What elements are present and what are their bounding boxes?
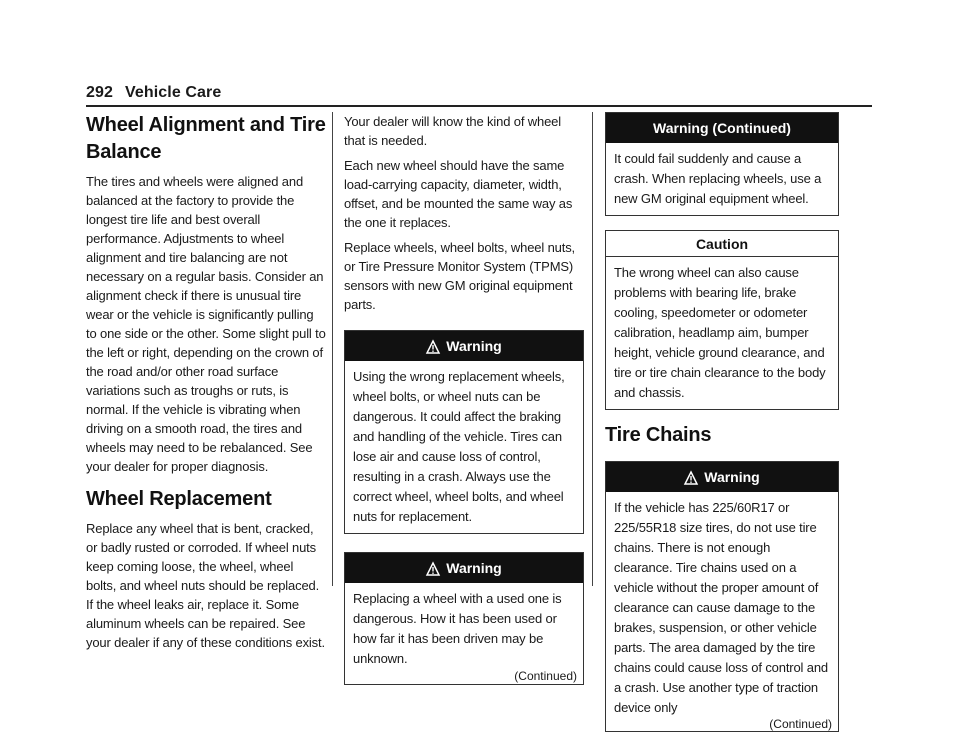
caution-box <box>605 230 839 410</box>
warning-continued-text: It could fail suddenly and cause a crash. When replacing wheels, use a new GM original equipment wheel. <box>614 151 822 206</box>
warning-box-2-title: Warning <box>446 560 502 576</box>
paragraph-gm-parts: Replace wheels, wheel bolts, wheel nuts, or Tire Pressure Monitor System (TPMS) sensors with new GM original equipment parts. <box>344 240 576 312</box>
page-header <box>86 84 221 102</box>
warning-triangle-icon <box>426 334 440 364</box>
paragraph-dealer: Your dealer will know the kind of wheel that is needed. <box>344 114 561 148</box>
warning-box-3 <box>605 461 839 732</box>
warning-box-2-header <box>345 553 583 583</box>
section-title: Vehicle Care <box>125 84 222 101</box>
warning-box-3-title: Warning <box>704 469 760 485</box>
warning-box-1-text: Using the wrong replacement wheels, wheel bolts, or wheel nuts can be dangerous. It could affect the braking and handling of the vehicle. Tires can lose air and cause loss of control, resulting in a crash. Always use the correct wheel, wheel bolts, and wheel nuts for replacement. <box>353 369 565 524</box>
heading-tire-chains: Tire Chains <box>605 424 712 446</box>
page-number: 292 <box>86 84 113 101</box>
paragraph-new-wheel: Each new wheel should have the same load-carrying capacity, diameter, width, offset, and be mounted the same way as the one it replaces. <box>344 158 573 230</box>
column-divider-1 <box>332 112 333 586</box>
warning-box-3-header <box>606 462 838 492</box>
warning-box-2 <box>344 552 584 685</box>
warning-box-1-title: Warning <box>446 338 502 354</box>
column-3 <box>605 112 839 732</box>
warning-continued-box <box>605 112 839 216</box>
column-divider-2 <box>592 112 593 586</box>
warning-box-3-text: If the vehicle has 225/60R17 or 225/55R18 size tires, do not use tire chains. There is not enough clearance. Tire chains used on a vehicle without the proper amount of clearance can cause damage to the brakes, suspension, or other vehicle parts. The area damaged by the tire chains could cause loss of control and a crash. Use another type of traction device only <box>614 500 828 715</box>
heading-wheel-alignment: Wheel Alignment and Tire Balance <box>86 114 326 163</box>
header-rule <box>86 105 872 107</box>
warning-box-1 <box>344 330 584 534</box>
paragraph-replacement: Replace any wheel that is bent, cracked, or badly rusted or corroded. If wheel nuts keep coming loose, the wheel, wheel bolts, and wheel nuts should be replaced. If the wheel leaks air, replace it. Some aluminum wheels can be repaired. See your dealer if any of these conditions exist. <box>86 521 325 650</box>
warning-box-2-text: Replacing a wheel with a used one is dangerous. How it has been used or how far it has been driven may be unknown. <box>353 591 562 666</box>
heading-wheel-replacement: Wheel Replacement <box>86 488 272 510</box>
caution-text: The wrong wheel can also cause problems with bearing life, brake cooling, speedometer or odometer calibration, headlamp aim, bumper height, vehicle ground clearance, and tire or tire chain clearance to the body and chassis. <box>614 265 826 400</box>
warning-triangle-icon <box>684 465 698 495</box>
continued-label: (Continued) <box>769 717 832 731</box>
caution-header: Caution <box>606 231 838 257</box>
warning-triangle-icon <box>426 556 440 586</box>
paragraph-alignment: The tires and wheels were aligned and balanced at the factory to provide the longest tire life and best overall performance. Adjustments to wheel alignment and tire balancing are not necessary on a regular basis. Consider an alignment check if there is unusual tire wear or the vehicle is significantly pulling to one side or the other. Some slight pull to the left or right, depending on the crown of the road and/or other road surface variations such as troughs or ruts, is normal. If the vehicle is vibrating when driving on a smooth road, the tires and wheels may need to be rebalanced. See your dealer for proper diagnosis. <box>86 174 326 474</box>
warning-continued-header: Warning (Continued) <box>606 113 838 143</box>
column-1 <box>86 112 326 652</box>
continued-label: (Continued) <box>514 669 577 683</box>
column-2 <box>344 112 584 685</box>
warning-box-1-header <box>345 331 583 361</box>
